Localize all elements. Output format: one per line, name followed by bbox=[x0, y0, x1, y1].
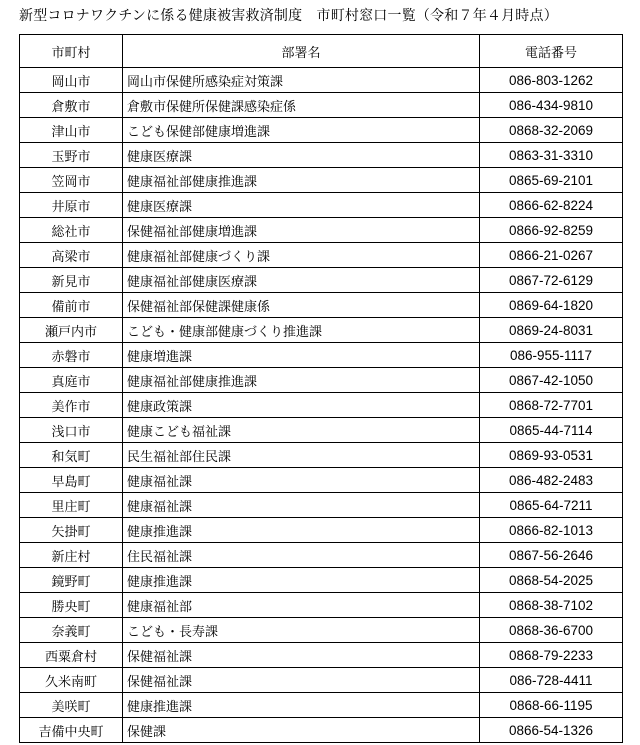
cell-department: 健康推進課 bbox=[123, 693, 480, 718]
cell-phone: 0865-64-7211 bbox=[480, 493, 623, 518]
cell-department: 倉敷市保健所保健課感染症係 bbox=[123, 93, 480, 118]
cell-phone: 0865-69-2101 bbox=[480, 168, 623, 193]
table-row bbox=[20, 218, 623, 243]
table-row bbox=[20, 593, 623, 618]
cell-phone: 086-434-9810 bbox=[480, 93, 623, 118]
cell-department: 保健課 bbox=[123, 718, 480, 743]
table-row bbox=[20, 718, 623, 743]
cell-city: 玉野市 bbox=[20, 143, 123, 168]
table-row bbox=[20, 668, 623, 693]
cell-phone: 0869-64-1820 bbox=[480, 293, 623, 318]
cell-phone: 0868-66-1195 bbox=[480, 693, 623, 718]
cell-phone: 086-803-1262 bbox=[480, 68, 623, 93]
table-row bbox=[20, 168, 623, 193]
table-row bbox=[20, 68, 623, 93]
cell-city: 和気町 bbox=[20, 443, 123, 468]
table-row bbox=[20, 618, 623, 643]
table-row bbox=[20, 693, 623, 718]
table-row bbox=[20, 143, 623, 168]
cell-phone: 0868-79-2233 bbox=[480, 643, 623, 668]
column-header-phone: 電話番号 bbox=[480, 35, 623, 68]
cell-city: 井原市 bbox=[20, 193, 123, 218]
cell-phone: 0867-56-2646 bbox=[480, 543, 623, 568]
cell-department: 健康推進課 bbox=[123, 568, 480, 593]
page-title: 新型コロナワクチンに係る健康被害救済制度 市町村窓口一覧（令和７年４月時点） bbox=[19, 8, 558, 24]
table-row bbox=[20, 393, 623, 418]
cell-city: 久米南町 bbox=[20, 668, 123, 693]
table-row bbox=[20, 243, 623, 268]
cell-department: 岡山市保健所感染症対策課 bbox=[123, 68, 480, 93]
column-header-city: 市町村 bbox=[20, 35, 123, 68]
cell-department: 健康福祉部健康推進課 bbox=[123, 368, 480, 393]
cell-city: 矢掛町 bbox=[20, 518, 123, 543]
cell-department: 健康推進課 bbox=[123, 518, 480, 543]
cell-city: 早島町 bbox=[20, 468, 123, 493]
cell-department: 健康福祉部健康医療課 bbox=[123, 268, 480, 293]
cell-department: 健康福祉部健康推進課 bbox=[123, 168, 480, 193]
table-row bbox=[20, 368, 623, 393]
cell-phone: 0869-24-8031 bbox=[480, 318, 623, 343]
cell-phone: 0869-93-0531 bbox=[480, 443, 623, 468]
cell-phone: 0866-21-0267 bbox=[480, 243, 623, 268]
cell-phone: 0868-72-7701 bbox=[480, 393, 623, 418]
cell-department: 保健福祉部健康増進課 bbox=[123, 218, 480, 243]
table-row bbox=[20, 293, 623, 318]
cell-department: 健康福祉部 bbox=[123, 593, 480, 618]
cell-city: 浅口市 bbox=[20, 418, 123, 443]
cell-department: こども・健康部健康づくり推進課 bbox=[123, 318, 480, 343]
cell-city: 総社市 bbox=[20, 218, 123, 243]
cell-phone: 0863-31-3310 bbox=[480, 143, 623, 168]
cell-department: 健康福祉部健康づくり課 bbox=[123, 243, 480, 268]
contact-table bbox=[19, 34, 623, 743]
cell-city: 新見市 bbox=[20, 268, 123, 293]
table-row bbox=[20, 93, 623, 118]
table-row bbox=[20, 643, 623, 668]
table-row bbox=[20, 418, 623, 443]
cell-city: 津山市 bbox=[20, 118, 123, 143]
cell-city: 倉敷市 bbox=[20, 93, 123, 118]
cell-department: 健康政策課 bbox=[123, 393, 480, 418]
table-row bbox=[20, 543, 623, 568]
cell-phone: 0868-38-7102 bbox=[480, 593, 623, 618]
table-row bbox=[20, 518, 623, 543]
cell-phone: 0866-92-8259 bbox=[480, 218, 623, 243]
table-row bbox=[20, 118, 623, 143]
cell-phone: 086-482-2483 bbox=[480, 468, 623, 493]
cell-city: 里庄町 bbox=[20, 493, 123, 518]
cell-phone: 0868-54-2025 bbox=[480, 568, 623, 593]
cell-city: 高梁市 bbox=[20, 243, 123, 268]
cell-phone: 0867-72-6129 bbox=[480, 268, 623, 293]
cell-city: 勝央町 bbox=[20, 593, 123, 618]
cell-city: 赤磐市 bbox=[20, 343, 123, 368]
table-row bbox=[20, 343, 623, 368]
table-header-row bbox=[20, 35, 623, 68]
cell-phone: 0866-82-1013 bbox=[480, 518, 623, 543]
table-row bbox=[20, 568, 623, 593]
cell-phone: 0868-32-2069 bbox=[480, 118, 623, 143]
cell-department: 健康こども福祉課 bbox=[123, 418, 480, 443]
cell-department: 民生福祉部住民課 bbox=[123, 443, 480, 468]
cell-department: 健康福祉課 bbox=[123, 493, 480, 518]
cell-city: 吉備中央町 bbox=[20, 718, 123, 743]
table-row bbox=[20, 468, 623, 493]
cell-city: 西粟倉村 bbox=[20, 643, 123, 668]
cell-phone: 0866-54-1326 bbox=[480, 718, 623, 743]
cell-phone: 086-728-4411 bbox=[480, 668, 623, 693]
cell-city: 笠岡市 bbox=[20, 168, 123, 193]
cell-department: 保健福祉部保健課健康係 bbox=[123, 293, 480, 318]
cell-department: 住民福祉課 bbox=[123, 543, 480, 568]
cell-city: 備前市 bbox=[20, 293, 123, 318]
table-row bbox=[20, 268, 623, 293]
cell-city: 美作市 bbox=[20, 393, 123, 418]
cell-department: 保健福祉課 bbox=[123, 668, 480, 693]
cell-department: 健康医療課 bbox=[123, 143, 480, 168]
cell-department: 健康増進課 bbox=[123, 343, 480, 368]
cell-city: 鏡野町 bbox=[20, 568, 123, 593]
cell-department: 健康医療課 bbox=[123, 193, 480, 218]
cell-phone: 0866-62-8224 bbox=[480, 193, 623, 218]
cell-city: 美咲町 bbox=[20, 693, 123, 718]
table-row bbox=[20, 443, 623, 468]
cell-city: 新庄村 bbox=[20, 543, 123, 568]
cell-department: こども・長寿課 bbox=[123, 618, 480, 643]
cell-department: 保健福祉課 bbox=[123, 643, 480, 668]
cell-phone: 0868-36-6700 bbox=[480, 618, 623, 643]
cell-department: こども保健部健康増進課 bbox=[123, 118, 480, 143]
table-row bbox=[20, 493, 623, 518]
table-row bbox=[20, 318, 623, 343]
cell-city: 岡山市 bbox=[20, 68, 123, 93]
cell-city: 瀬戸内市 bbox=[20, 318, 123, 343]
table-row bbox=[20, 193, 623, 218]
cell-city: 真庭市 bbox=[20, 368, 123, 393]
cell-phone: 0865-44-7114 bbox=[480, 418, 623, 443]
cell-department: 健康福祉課 bbox=[123, 468, 480, 493]
cell-phone: 086-955-1117 bbox=[480, 343, 623, 368]
cell-city: 奈義町 bbox=[20, 618, 123, 643]
column-header-department: 部署名 bbox=[123, 35, 480, 68]
cell-phone: 0867-42-1050 bbox=[480, 368, 623, 393]
